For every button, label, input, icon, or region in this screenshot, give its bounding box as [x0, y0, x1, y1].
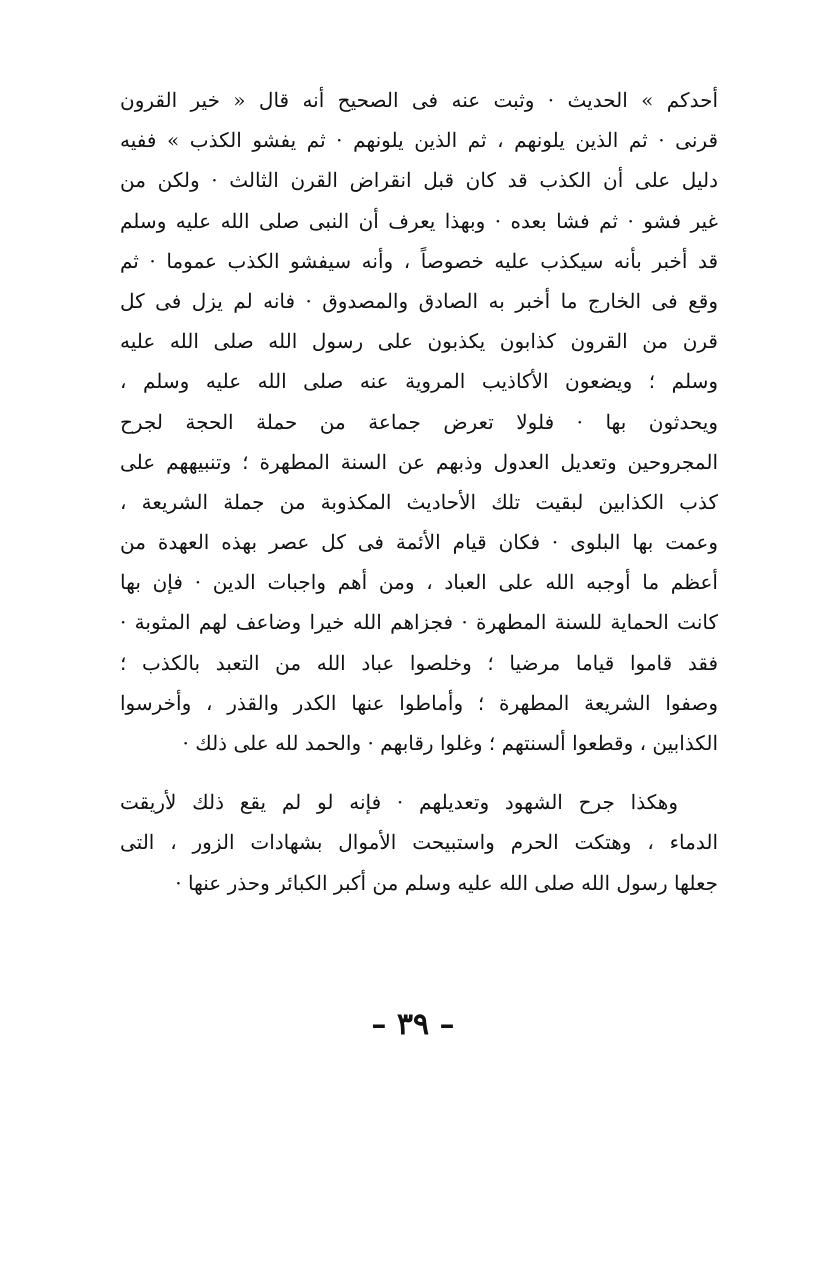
body-text [120, 80, 718, 903]
text-line: ويحدثون بها · فلولا تعرض جماعة من حملة الحجة لجرح [120, 409, 718, 434]
text-line: المجروحين وتعديل العدول وذبهم عن السنة المطهرة ؛ وتنبيههم على [120, 449, 718, 474]
text-line: وقع فى الخارج ما أخبر به الصادق والمصدوق · فانه لم يزل فى كل [120, 288, 718, 313]
text-line: الكذابين ، وقطعوا ألسنتهم ؛ وغلوا رقابهم · والحمد لله على ذلك · [182, 731, 718, 755]
page-number: – ٣٩ – [371, 1007, 455, 1042]
text-line: جعلها رسول الله صلى الله عليه وسلم من أكبر الكبائر وحذر عنها · [175, 870, 718, 895]
text-line: كذب الكذابين لبقيت تلك الأحاديث المكذوبة من جملة الشريعة ، [120, 489, 718, 514]
text-line: قد أخبر بأنه سيكذب عليه خصوصاً ، وأنه سيفشو الكذب عموما · ثم [120, 248, 718, 273]
text-line: وسلم ؛ ويضعون الأكاذيب المروية عنه صلى الله عليه وسلم ، [120, 369, 718, 394]
text-line: غير فشو · ثم فشا بعده · وبهذا يعرف أن النبى صلى الله عليه وسلم [120, 208, 718, 233]
text-line: دليل على أن الكذب قد كان قبل انقراض القرن الثالث · ولكن من [120, 168, 718, 193]
text-line: وعمت بها البلوى · فكان قيام الأئمة فى كل عصر بهذه العهدة من [120, 530, 718, 555]
text-line: وهكذا جرح الشهود وتعديلهم · فإنه لو لم يقع ذلك لأريقت [120, 790, 678, 815]
text-line: كانت الحماية للسنة المطهرة · فجزاهم الله خيرا وضاعف لهم المثوبة · [120, 610, 718, 635]
text-line: قرنى · ثم الذين يلونهم ، ثم الذين يلونهم · ثم يفشو الكذب » ففيه [120, 128, 718, 153]
text-line: وصفوا الشريعة المطهرة ؛ وأماطوا عنها الكدر والقذر ، وأخرسوا [120, 690, 718, 715]
text-line: أحدكم » الحديث · وثبت عنه فى الصحيح أنه قال « خير القرون [120, 88, 718, 112]
paragraph-1 [120, 80, 718, 763]
text-line: فقد قاموا قياما مرضيا ؛ وخلصوا عباد الله من التعبد بالكذب ؛ [120, 650, 718, 675]
text-line: الدماء ، وهتكت الحرم واستبيحت الأموال بشهادات الزور ، التى [120, 830, 718, 855]
text-line: أعظم ما أوجبه الله على العباد ، ومن أهم واجبات الدين · فإن بها [120, 570, 718, 595]
paragraph-2 [120, 782, 718, 903]
text-line: قرن من القرون كذابون يكذبون على رسول الله صلى الله عليه [120, 329, 718, 354]
